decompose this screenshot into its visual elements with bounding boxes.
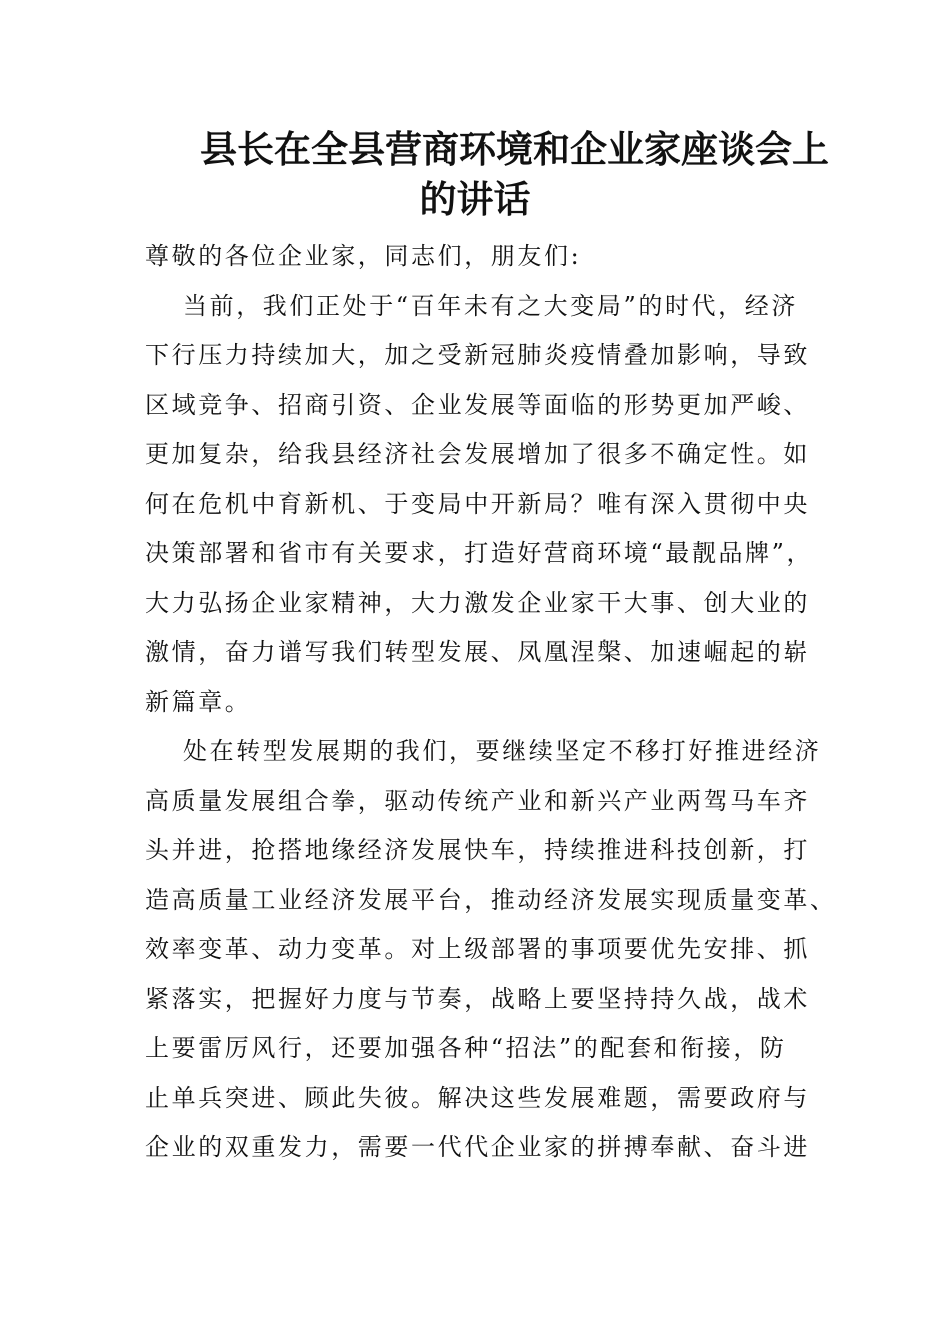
document-body	[145, 232, 837, 1173]
title-line: 的讲话	[419, 177, 531, 221]
paragraph-line: 激情，奋力谱写我们转型发展、凤凰涅槃、加速崛起的崭	[145, 638, 810, 666]
paragraph-line: 更加复杂，给我县经济社会发展增加了很多不确定性。如	[145, 440, 810, 468]
title-line: 县长在全县营商环境和企业家座谈会上	[200, 127, 829, 171]
paragraph-line: 下行压力持续加大，加之受新冠肺炎疫情叠加影响，导致	[145, 341, 810, 369]
paragraph-line: 上要雷厉风行，还要加强各种“招法”的配套和衔接，防	[145, 1034, 787, 1062]
paragraph-line: 决策部署和省市有关要求，打造好营商环境“最靓品牌”，	[145, 539, 814, 567]
paragraph	[145, 727, 837, 1173]
document-title	[145, 124, 829, 224]
paragraph	[145, 282, 814, 728]
paragraph-line: 新篇章。	[145, 687, 252, 716]
salutation: 尊敬的各位企业家，同志们，朋友们:	[145, 242, 582, 270]
paragraph-line: 区域竞争、招商引资、企业发展等面临的形势更加严峻、	[145, 390, 810, 419]
paragraph-line: 大力弘扬企业家精神，大力激发企业家干大事、创大业的	[145, 588, 810, 617]
paragraph-line: 紧落实，把握好力度与节奏，战略上要坚持持久战，战术	[145, 984, 810, 1013]
paragraph-line: 造高质量工业经济发展平台，推动经济发展实现质量变革、	[145, 885, 837, 914]
paragraph-line: 何在危机中育新机、于变局中开新局？唯有深入贯彻中央	[145, 489, 810, 518]
paragraph-line: 止单兵突进、顾此失彼。解决这些发展难题，需要政府与	[145, 1083, 810, 1112]
paragraph-line: 效率变革、动力变革。对上级部署的事项要优先安排、抓	[145, 935, 810, 963]
paragraph-line: 头并进，抢搭地缘经济发展快车，持续推进科技创新，打	[145, 836, 810, 864]
paragraph-line: 企业的双重发力，需要一代代企业家的拼搏奉献、奋斗进	[145, 1133, 810, 1161]
paragraph-line: 高质量发展组合拳，驱动传统产业和新兴产业两驾马车齐	[145, 786, 810, 815]
paragraph-line: 处在转型发展期的我们，要继续坚定不移打好推进经济	[183, 737, 822, 765]
paragraph-line: 当前，我们正处于“百年未有之大变局”的时代，经济	[183, 291, 798, 320]
